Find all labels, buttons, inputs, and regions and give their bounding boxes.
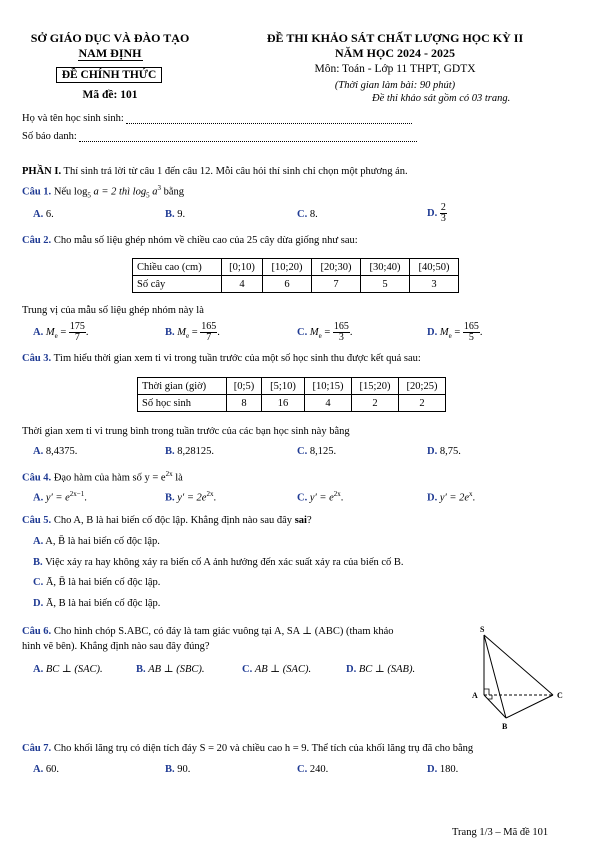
- q1-a-label: A.: [33, 209, 44, 220]
- part1-heading: [22, 166, 408, 177]
- q3-d-text: 8,75.: [439, 446, 461, 457]
- q2-b-label: B.: [165, 326, 175, 338]
- q4-text-end: là: [172, 472, 183, 484]
- q3-table-row2: [138, 395, 446, 412]
- pyramid-figure: [466, 622, 566, 734]
- q2-table-row2: [133, 276, 459, 293]
- q3-option-b[interactable]: [165, 446, 214, 457]
- q2-cell: 4: [222, 276, 263, 293]
- q1-exp: 3: [157, 184, 161, 192]
- q3-option-a[interactable]: [33, 446, 77, 457]
- q3-option-d[interactable]: [427, 446, 461, 457]
- q5-text-a: Cho A, B là hai biến cố độc lập. Khẳng định nào sau đây: [53, 515, 295, 526]
- q3-cell: [0;5): [227, 378, 262, 395]
- q1-option-d[interactable]: [427, 203, 447, 224]
- q2-b-frac: [200, 322, 217, 343]
- q2-c-frac: [333, 322, 350, 343]
- exam-code: Mã đề: 101: [82, 89, 138, 101]
- q7-c-text: 240.: [309, 764, 329, 775]
- q2-option-d[interactable]: D. $M_e$ = $\frac{165}{5}$ .: [427, 321, 483, 343]
- fig-label-b: B: [502, 722, 508, 731]
- q1-c-text: 8.: [309, 209, 318, 220]
- q2-c-me: M: [309, 326, 319, 338]
- dept-line2-text: NAM ĐỊNH: [78, 46, 142, 60]
- q2-question: Trung vị của mẫu số liệu ghép nhóm này là: [22, 305, 204, 316]
- dept-line2: [20, 46, 200, 61]
- q2-d-den: 5: [468, 332, 474, 343]
- q6-d-text: BC ⊥ (SAB).: [358, 664, 416, 675]
- q2-cell: [30;40): [361, 259, 410, 276]
- q4-stem: [22, 470, 183, 484]
- page-footer: Trang 1/3 – Mã đề 101: [452, 827, 549, 838]
- q1-option-a[interactable]: [33, 209, 54, 220]
- q2-table: [132, 258, 459, 293]
- q1-option-c[interactable]: [297, 209, 318, 220]
- q2-c-num: 165: [333, 321, 349, 332]
- q5-stem: [22, 515, 312, 526]
- q4-text: Đạo hàm của hàm số y = e: [53, 472, 166, 484]
- student-id-label: Số báo danh:: [22, 131, 77, 142]
- q2-c-me-sub: e: [318, 332, 322, 340]
- q4-option-b[interactable]: [165, 490, 216, 504]
- q2-d-me: M: [439, 326, 449, 338]
- q1-text-c: a: [149, 186, 158, 198]
- q4-b-label: B.: [165, 492, 175, 504]
- q4-a-pre: y′ = e: [45, 492, 70, 504]
- q3-text: Tìm hiểu thời gian xem ti vi trong tuần trước của một số học sinh thu được kết quả sau:: [53, 353, 421, 364]
- q2-b-me: M: [177, 326, 187, 338]
- q1-d-den: 3: [440, 213, 446, 224]
- q4-d-exp: x: [469, 490, 473, 498]
- fig-label-c: C: [557, 691, 563, 700]
- q2-cell: 6: [263, 276, 312, 293]
- q2-table-row1: [133, 259, 459, 276]
- q5-option-a[interactable]: [33, 536, 160, 547]
- q3-b-label: B.: [165, 446, 175, 457]
- q4-c-label: C.: [297, 492, 308, 504]
- q7-a-label: A.: [33, 764, 44, 775]
- q1-d-frac: [440, 203, 447, 224]
- q1-base1: 5: [87, 191, 91, 200]
- q4-label: Câu 4.: [22, 472, 52, 484]
- q2-c-label: C.: [297, 326, 308, 338]
- q2-a-den: 7: [74, 332, 80, 343]
- q3-cell: Số học sinh: [138, 395, 227, 412]
- q2-cell: Chiều cao (cm): [133, 259, 222, 276]
- q2-cell: [0;10): [222, 259, 263, 276]
- q7-option-b[interactable]: [165, 764, 190, 775]
- part1-title: PHẦN I.: [22, 166, 62, 177]
- q4-c-pre: y′ = e: [309, 492, 334, 504]
- q6-c-label: C.: [242, 664, 253, 675]
- q2-label: Câu 2.: [22, 235, 52, 246]
- q2-a-frac: [69, 322, 86, 343]
- q6-b-text: AB ⊥ (SBC).: [148, 664, 205, 675]
- q6-option-a[interactable]: [33, 663, 103, 675]
- q6-stem-line1: [22, 625, 394, 637]
- q2-cell: [20;30): [312, 259, 361, 276]
- fig-label-a: A: [472, 691, 478, 700]
- q3-d-label: D.: [427, 446, 438, 457]
- q6-option-d[interactable]: [346, 663, 415, 675]
- q4-b-exp: 2x: [206, 490, 214, 498]
- q3-question: Thời gian xem ti vi trung bình trong tuần trước của các bạn học sinh này bằng: [22, 426, 350, 437]
- fig-right-angle-mark-a: [488, 695, 492, 699]
- q6-stem-line2: hình vẽ bên). Khẳng định nào sau đây đúng?: [22, 641, 210, 652]
- q3-cell: 8: [227, 395, 262, 412]
- q2-d-label: D.: [427, 326, 438, 338]
- q2-d-frac: [463, 322, 480, 343]
- q1-label: Câu 1.: [22, 186, 52, 198]
- q2-cell: 5: [361, 276, 410, 293]
- school-year: NĂM HỌC 2024 - 2025: [335, 46, 455, 60]
- q6-a-label: A.: [33, 664, 44, 675]
- q5-b-text: Việc xảy ra hay không xảy ra biến cố A ảnh hưởng đến xác suất xảy ra của biến cố B.: [45, 557, 404, 568]
- q3-cell: 4: [305, 395, 352, 412]
- official-box: ĐỀ CHÍNH THỨC: [56, 67, 162, 83]
- q5-d-text: Ā, B là hai biến cố độc lập.: [45, 598, 161, 609]
- student-name-row: [22, 113, 412, 124]
- q4-option-c[interactable]: [297, 490, 343, 504]
- q6-b-label: B.: [136, 664, 146, 675]
- q6-text1: Cho hình chóp S.ABC, có đáy là tam giác vuông tại A, SA ⊥ (ABC) (tham khảo: [53, 626, 394, 637]
- q5-option-d[interactable]: [33, 598, 160, 609]
- q5-text-bold: sai: [294, 515, 307, 526]
- q3-label: Câu 3.: [22, 353, 52, 364]
- q5-d-label: D.: [33, 598, 44, 609]
- q2-a-me: M: [45, 326, 55, 338]
- q7-label: Câu 7.: [22, 743, 52, 754]
- q4-a-post: .: [84, 492, 87, 504]
- student-id-row: [22, 131, 417, 142]
- q6-option-c[interactable]: [242, 663, 311, 675]
- q3-table: [137, 377, 446, 412]
- q4-a-exp: 2x−1: [69, 490, 85, 498]
- q2-option-a[interactable]: A. $M_e$ = $\frac{175}{7}$ .: [33, 321, 89, 343]
- q5-option-c[interactable]: [33, 577, 160, 588]
- q3-b-text: 8,28125.: [177, 446, 215, 457]
- q4-exp: 2x: [165, 470, 173, 478]
- q5-b-label: B.: [33, 557, 43, 568]
- q3-option-c[interactable]: [297, 446, 336, 457]
- subject: Môn: Toán - Lớp 11 THPT, GDTX: [314, 63, 476, 75]
- q5-a-text: A, B̄ là hai biến cố độc lập.: [45, 536, 160, 547]
- q7-b-text: 90.: [177, 764, 191, 775]
- q7-d-label: D.: [427, 764, 438, 775]
- q5-label: Câu 5.: [22, 515, 52, 526]
- q7-d-text: 180.: [439, 764, 459, 775]
- fig-right-angle-mark: [484, 689, 489, 695]
- q1-text-a: Nếu log: [53, 186, 88, 198]
- exam-title: ĐỀ THI KHẢO SÁT CHẤT LƯỢNG HỌC KỲ II: [266, 31, 524, 45]
- q7-option-d[interactable]: [427, 764, 458, 775]
- fig-edge-sc: [484, 635, 553, 695]
- q1-a-text: 6.: [45, 209, 54, 220]
- q3-cell: [5;10): [262, 378, 305, 395]
- q4-option-a[interactable]: [33, 490, 87, 504]
- q2-option-c[interactable]: C. $M_e$ = $\frac{165}{3}$ .: [297, 321, 353, 343]
- q4-option-d[interactable]: [427, 490, 475, 504]
- q7-a-text: 60.: [45, 764, 59, 775]
- q4-c-post: .: [340, 492, 344, 504]
- q4-a-label: A.: [33, 492, 44, 504]
- pages-note: Đề thi khảo sát gồm có 03 trang.: [372, 93, 511, 104]
- student-name-label: Họ và tên học sinh sinh:: [22, 113, 124, 124]
- q2-stem: [22, 235, 358, 246]
- q3-cell: [10;15): [305, 378, 352, 395]
- q3-cell: 2: [399, 395, 446, 412]
- q3-cell: Thời gian (giờ): [138, 378, 227, 395]
- q1-text-b: a = 2 thì log: [90, 186, 147, 198]
- q2-a-me-sub: e: [54, 332, 58, 340]
- q3-table-row1: [138, 378, 446, 395]
- q3-cell: 16: [262, 395, 305, 412]
- q2-option-b[interactable]: B. $M_e$ = $\frac{165}{7}$ .: [165, 321, 220, 343]
- q3-a-label: A.: [33, 446, 44, 457]
- q5-a-label: A.: [33, 536, 44, 547]
- q2-text: Cho mẫu số liệu ghép nhóm về chiều cao của 25 cây dừa giống như sau:: [53, 235, 358, 246]
- student-name-field[interactable]: [126, 113, 412, 124]
- q1-option-b[interactable]: [165, 209, 185, 220]
- q2-b-num: 165: [201, 321, 217, 332]
- q4-d-post: .: [472, 492, 476, 504]
- q3-a-text: 8,4375.: [45, 446, 78, 457]
- q2-cell: Số cây: [133, 276, 222, 293]
- part1-instruction: Thí sinh trả lời từ câu 1 đến câu 12. Mỗi câu hỏi thí sinh chỉ chọn một phương án.: [63, 166, 408, 177]
- q7-c-label: C.: [297, 764, 308, 775]
- q1-c-label: C.: [297, 209, 308, 220]
- q3-cell: [15;20): [352, 378, 399, 395]
- q2-a-num: 175: [69, 321, 85, 332]
- fig-edge-bc: [506, 695, 553, 718]
- q7-option-c[interactable]: [297, 764, 328, 775]
- q4-c-exp: 2x: [333, 490, 341, 498]
- q7-b-label: B.: [165, 764, 175, 775]
- fig-edge-sb: [484, 635, 506, 718]
- q6-option-b[interactable]: [136, 663, 205, 675]
- q2-cell: 3: [410, 276, 459, 293]
- q2-cell: [10;20): [263, 259, 312, 276]
- q3-cell: [20;25): [399, 378, 446, 395]
- q1-d-num: 2: [440, 202, 446, 213]
- q1-text-d: bằng: [160, 186, 184, 198]
- q7-stem: [22, 743, 473, 754]
- q5-c-text: Ā, B̄ là hai biến cố độc lập.: [45, 577, 161, 588]
- q6-d-label: D.: [346, 664, 357, 675]
- fig-label-s: S: [480, 625, 485, 634]
- q5-c-label: C.: [33, 577, 44, 588]
- q1-b-text: 9.: [177, 209, 186, 220]
- q5-text-b: ?: [306, 515, 312, 526]
- q4-b-post: .: [213, 492, 217, 504]
- q1-stem: [22, 184, 184, 200]
- q2-d-num: 165: [463, 321, 479, 332]
- q2-d-me-sub: e: [448, 332, 452, 340]
- time-allowed: (Thời gian làm bài: 90 phút): [334, 80, 456, 91]
- q7-text: Cho khối lăng trụ có diện tích đáy S = 20 và chiều cao h = 9. Thể tích của khối lăng trụ đã cho bằng: [53, 743, 474, 754]
- q4-b-pre: y′ = 2e: [177, 492, 207, 504]
- q5-option-b[interactable]: [33, 557, 404, 568]
- q4-d-label: D.: [427, 492, 438, 504]
- q3-cell: 2: [352, 395, 399, 412]
- q1-b-label: B.: [165, 209, 175, 220]
- q7-option-a[interactable]: [33, 764, 59, 775]
- student-id-field[interactable]: [79, 131, 417, 142]
- q1-d-label: D.: [427, 207, 438, 219]
- q3-c-text: 8,125.: [309, 446, 337, 457]
- q2-cell: 7: [312, 276, 361, 293]
- q2-a-label: A.: [33, 326, 44, 338]
- q2-cell: [40;50): [410, 259, 459, 276]
- dept-line1: SỞ GIÁO DỤC VÀ ĐÀO TẠO: [30, 31, 190, 45]
- q1-base2: 5: [146, 191, 150, 200]
- q2-b-den: 7: [206, 332, 212, 343]
- q2-c-den: 3: [338, 332, 344, 343]
- q6-c-text: AB ⊥ (SAC).: [254, 664, 312, 675]
- q3-stem: [22, 353, 421, 364]
- q4-d-pre: y′ = 2e: [439, 492, 470, 504]
- q6-a-text: BC ⊥ (SAC).: [45, 664, 103, 675]
- q6-label: Câu 6.: [22, 626, 52, 637]
- q3-c-label: C.: [297, 446, 308, 457]
- q2-b-me-sub: e: [186, 332, 190, 340]
